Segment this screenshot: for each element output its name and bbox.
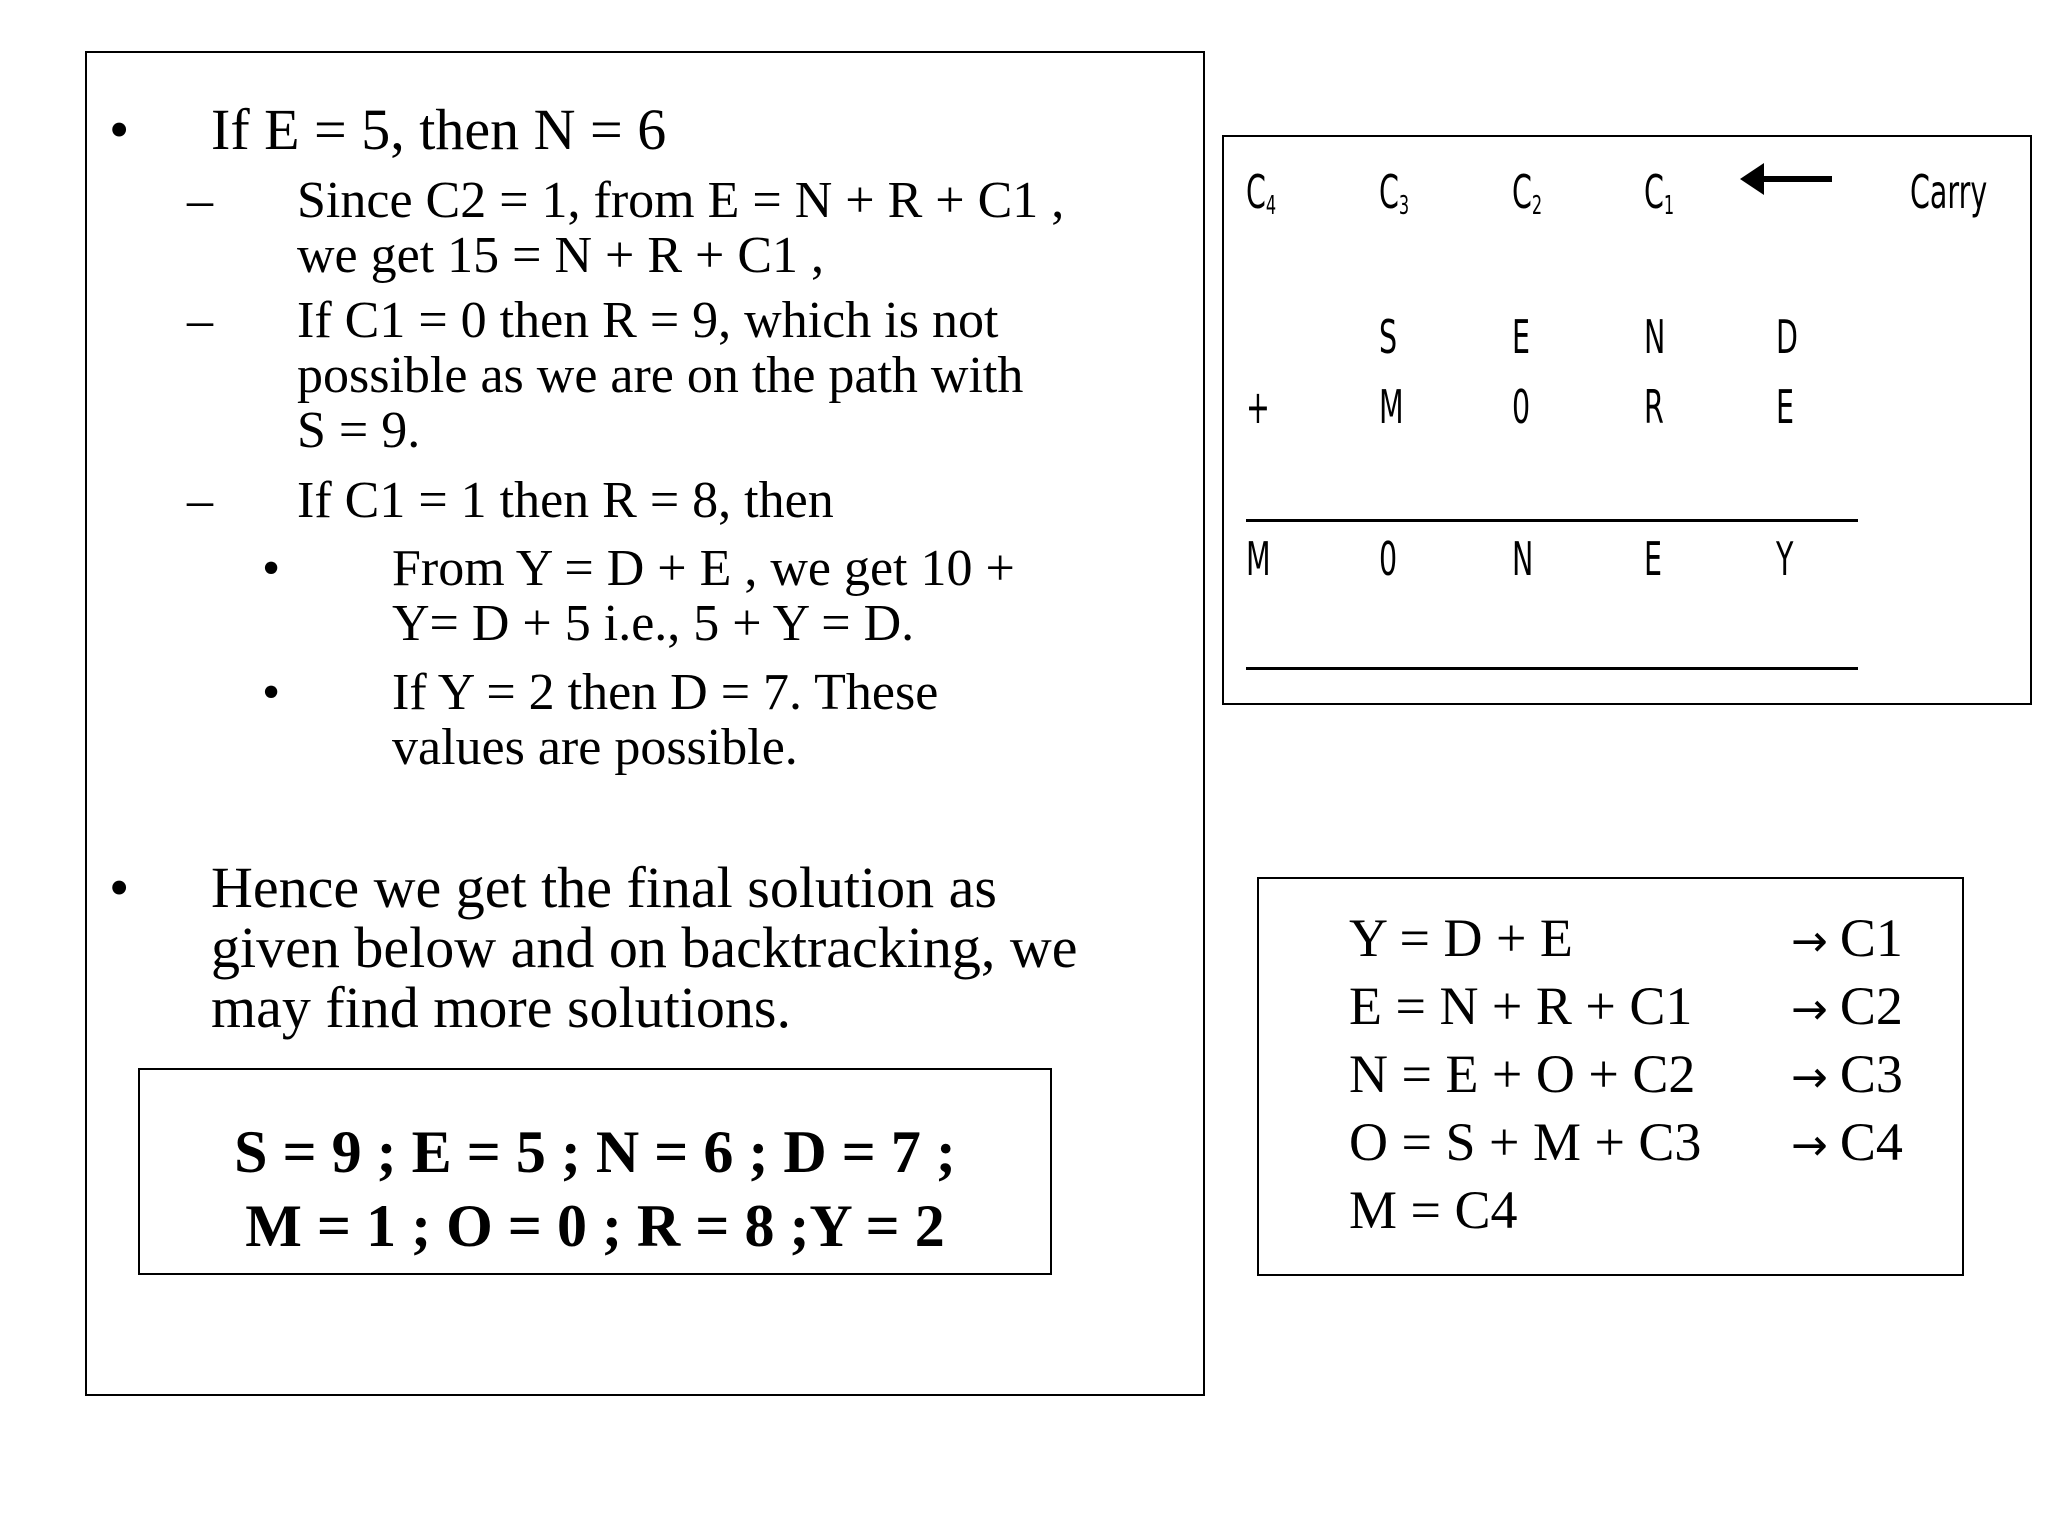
equation-n: N = E + O + C2 xyxy=(1349,1044,1696,1104)
subsub-d-line1: If Y = 2 then D = 7. These xyxy=(392,664,939,721)
equation-carry: → C1 xyxy=(1791,908,1903,968)
explanation-panel xyxy=(85,51,1205,1396)
equation-o: O = S + M + C3 xyxy=(1349,1112,1702,1172)
sub-c1-zero-line2: possible as we are on the path with xyxy=(297,347,1024,404)
dash-marker: – xyxy=(187,172,213,229)
solution-line1: S = 9 ; E = 5 ; N = 6 ; D = 7 ; xyxy=(234,1119,956,1185)
right-arrow-icon: → xyxy=(1791,984,1828,1035)
carry-equations xyxy=(1257,877,1964,1276)
equation-m: M = C4 xyxy=(1349,1180,1518,1240)
dash-marker: – xyxy=(187,292,213,349)
dash-marker: – xyxy=(187,472,213,529)
solution-box xyxy=(138,1068,1052,1275)
bullet-marker: • xyxy=(262,664,281,721)
more-letter: 0 xyxy=(1512,380,1531,434)
send-more-money-puzzle xyxy=(1222,135,2032,705)
send-letter: S xyxy=(1379,310,1398,364)
money-letter: N xyxy=(1512,532,1534,586)
equation-e: E = N + R + C1 xyxy=(1349,976,1693,1036)
right-arrow-icon: → xyxy=(1791,1120,1828,1171)
carry-c3: $C_3$ xyxy=(1379,165,1410,221)
equation-y: Y = D + E xyxy=(1349,908,1573,968)
equation-carry: → C3 xyxy=(1791,1044,1903,1104)
bullet-e-equals-5: If E = 5, then N = 6 xyxy=(211,97,667,162)
plus-sign: + xyxy=(1246,380,1270,434)
sub-c2-line2: we get 15 = N + R + C1 , xyxy=(297,227,825,284)
money-letter: E xyxy=(1644,532,1663,586)
carry-c4: $C_4$ xyxy=(1246,165,1277,221)
carry-label: Carry xyxy=(1910,165,1988,219)
equation-carry: → C4 xyxy=(1791,1112,1903,1172)
subsub-y-line2: Y= D + 5 i.e., 5 + Y = D. xyxy=(392,595,915,652)
sub-c1-one: If C1 = 1 then R = 8, then xyxy=(297,472,834,529)
right-arrow-icon: → xyxy=(1791,1052,1828,1103)
carry-c2: $C_2$ xyxy=(1512,165,1543,221)
more-letter: R xyxy=(1644,380,1664,434)
sum-rule xyxy=(1246,519,1858,522)
money-letter: Y xyxy=(1776,532,1794,586)
conclusion-line3: may find more solutions. xyxy=(211,975,791,1040)
bullet-marker: • xyxy=(109,97,130,162)
bullet-marker: • xyxy=(109,855,130,920)
more-letter: M xyxy=(1379,380,1404,434)
left-arrow-icon xyxy=(1740,159,1832,199)
equation-carry: → C2 xyxy=(1791,976,1903,1036)
subsub-d-line2: values are possible. xyxy=(392,719,798,776)
carry-c1: $C_1$ xyxy=(1644,165,1675,221)
send-letter: E xyxy=(1512,310,1531,364)
conclusion-line1: Hence we get the final solution as xyxy=(211,855,997,920)
sub-c2-line1: Since C2 = 1, from E = N + R + C1 , xyxy=(297,172,1065,229)
solution-line2: M = 1 ; O = 0 ; R = 8 ;Y = 2 xyxy=(245,1193,945,1259)
money-letter: 0 xyxy=(1379,532,1398,586)
right-arrow-icon: → xyxy=(1791,916,1828,967)
bullet-marker: • xyxy=(262,540,281,597)
sub-c1-zero-line3: S = 9. xyxy=(297,402,421,459)
conclusion-line2: given below and on backtracking, we xyxy=(211,915,1078,980)
send-letter: N xyxy=(1644,310,1666,364)
money-letter: M xyxy=(1246,532,1271,586)
more-letter: E xyxy=(1776,380,1795,434)
send-letter: D xyxy=(1776,310,1798,364)
sub-c1-zero-line1: If C1 = 0 then R = 9, which is not xyxy=(297,292,999,349)
subsub-y-line1: From Y = D + E , we get 10 + xyxy=(392,540,1015,597)
result-rule xyxy=(1246,667,1858,670)
